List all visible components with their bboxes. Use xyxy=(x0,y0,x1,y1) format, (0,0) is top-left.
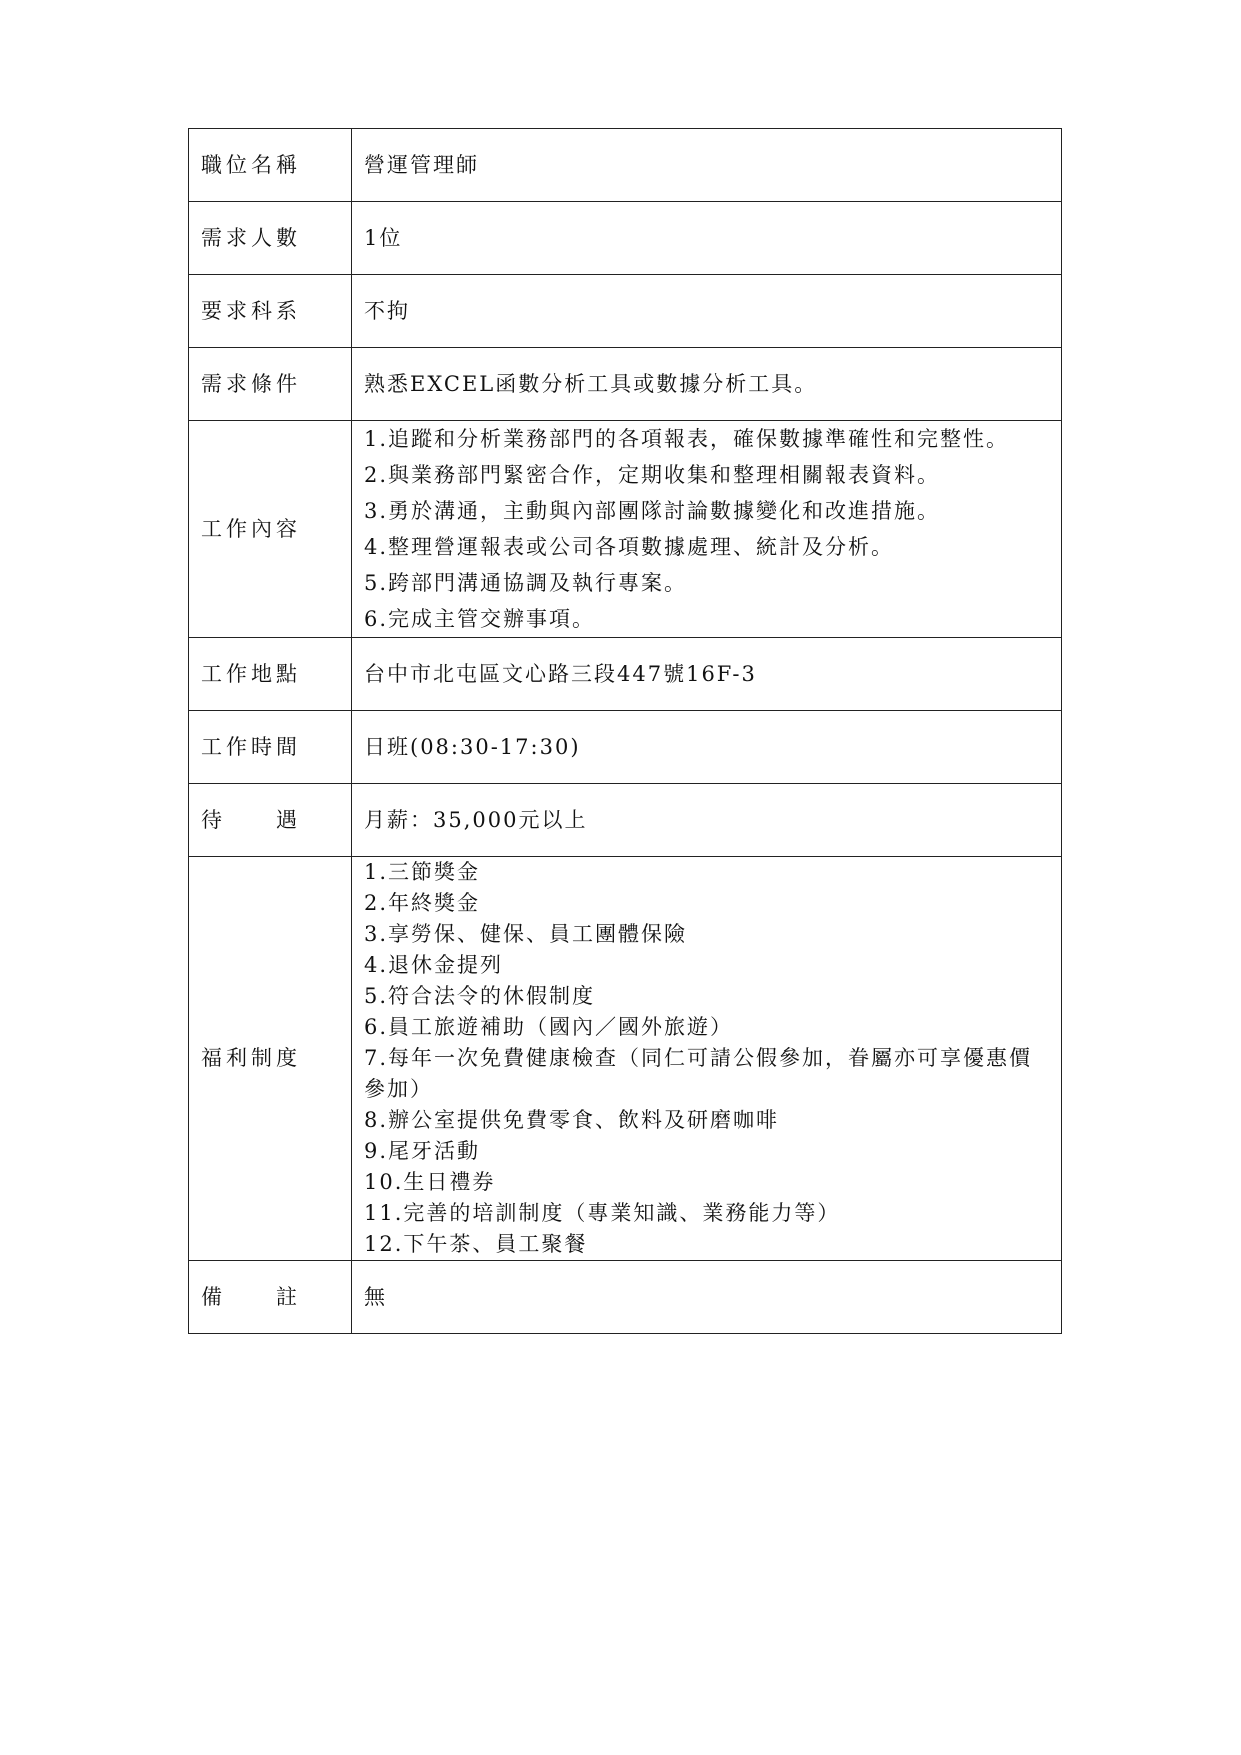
benefit-item: 4.退休金提列 xyxy=(364,953,504,977)
work-content-item: 5.跨部門溝通協調及執行專案。 xyxy=(364,571,688,595)
row-headcount xyxy=(189,202,1062,275)
benefit-item: 11.完善的培訓制度（專業知識、業務能力等） xyxy=(364,1201,841,1225)
row-major xyxy=(189,275,1062,348)
requirements-value: 熟悉EXCEL函數分析工具或數據分析工具。 xyxy=(352,348,1062,421)
location-value: 台中市北屯區文心路三段447號16F-3 xyxy=(352,638,1062,711)
benefits-value xyxy=(352,857,1062,1261)
hours-label: 工作時間 xyxy=(189,711,352,784)
row-work-content xyxy=(189,421,1062,638)
location-label: 工作地點 xyxy=(189,638,352,711)
salary-value: 月薪：35,000元以上 xyxy=(352,784,1062,857)
job-posting-table xyxy=(188,128,1062,1334)
benefits-list xyxy=(364,857,1049,1260)
work-content-list xyxy=(364,421,1049,637)
job-title-label: 職位名稱 xyxy=(189,129,352,202)
benefit-item: 12.下午茶、員工聚餐 xyxy=(364,1232,588,1256)
row-job-title xyxy=(189,129,1062,202)
major-label: 要求科系 xyxy=(189,275,352,348)
benefit-item: 7.每年一次免費健康檢查（同仁可請公假參加，眷屬亦可享優惠價參加） xyxy=(364,1046,1033,1101)
hours-value: 日班(08:30-17:30) xyxy=(352,711,1062,784)
work-content-item: 2.與業務部門緊密合作，定期收集和整理相關報表資料。 xyxy=(364,463,941,487)
row-location xyxy=(189,638,1062,711)
benefit-item: 8.辦公室提供免費零食、飲料及研磨咖啡 xyxy=(364,1108,780,1132)
benefit-item: 10.生日禮券 xyxy=(364,1170,496,1194)
work-content-item: 1.追蹤和分析業務部門的各項報表，確保數據準確性和完整性。 xyxy=(364,427,1010,451)
row-salary xyxy=(189,784,1062,857)
work-content-label: 工作內容 xyxy=(189,421,352,638)
benefit-item: 6.員工旅遊補助（國內／國外旅遊） xyxy=(364,1015,734,1039)
job-title-value: 營運管理師 xyxy=(352,129,1062,202)
salary-label: 待遇 xyxy=(189,784,352,857)
row-hours xyxy=(189,711,1062,784)
major-value: 不拘 xyxy=(352,275,1062,348)
benefit-item: 5.符合法令的休假制度 xyxy=(364,984,596,1008)
work-content-item: 6.完成主管交辦事項。 xyxy=(364,607,596,631)
benefit-item: 3.享勞保、健保、員工團體保險 xyxy=(364,922,688,946)
work-content-item: 4.整理營運報表或公司各項數據處理、統計及分析。 xyxy=(364,535,895,559)
remarks-value: 無 xyxy=(352,1261,1062,1334)
row-benefits xyxy=(189,857,1062,1261)
work-content-value xyxy=(352,421,1062,638)
headcount-label: 需求人數 xyxy=(189,202,352,275)
work-content-item: 3.勇於溝通，主動與內部團隊討論數據變化和改進措施。 xyxy=(364,499,941,523)
row-remarks xyxy=(189,1261,1062,1334)
row-requirements xyxy=(189,348,1062,421)
benefit-item: 9.尾牙活動 xyxy=(364,1139,481,1163)
headcount-value: 1位 xyxy=(352,202,1062,275)
requirements-label: 需求條件 xyxy=(189,348,352,421)
benefits-label: 福利制度 xyxy=(189,857,352,1261)
benefit-item: 2.年終獎金 xyxy=(364,891,481,915)
remarks-label: 備註 xyxy=(189,1261,352,1334)
benefit-item: 1.三節獎金 xyxy=(364,860,481,884)
